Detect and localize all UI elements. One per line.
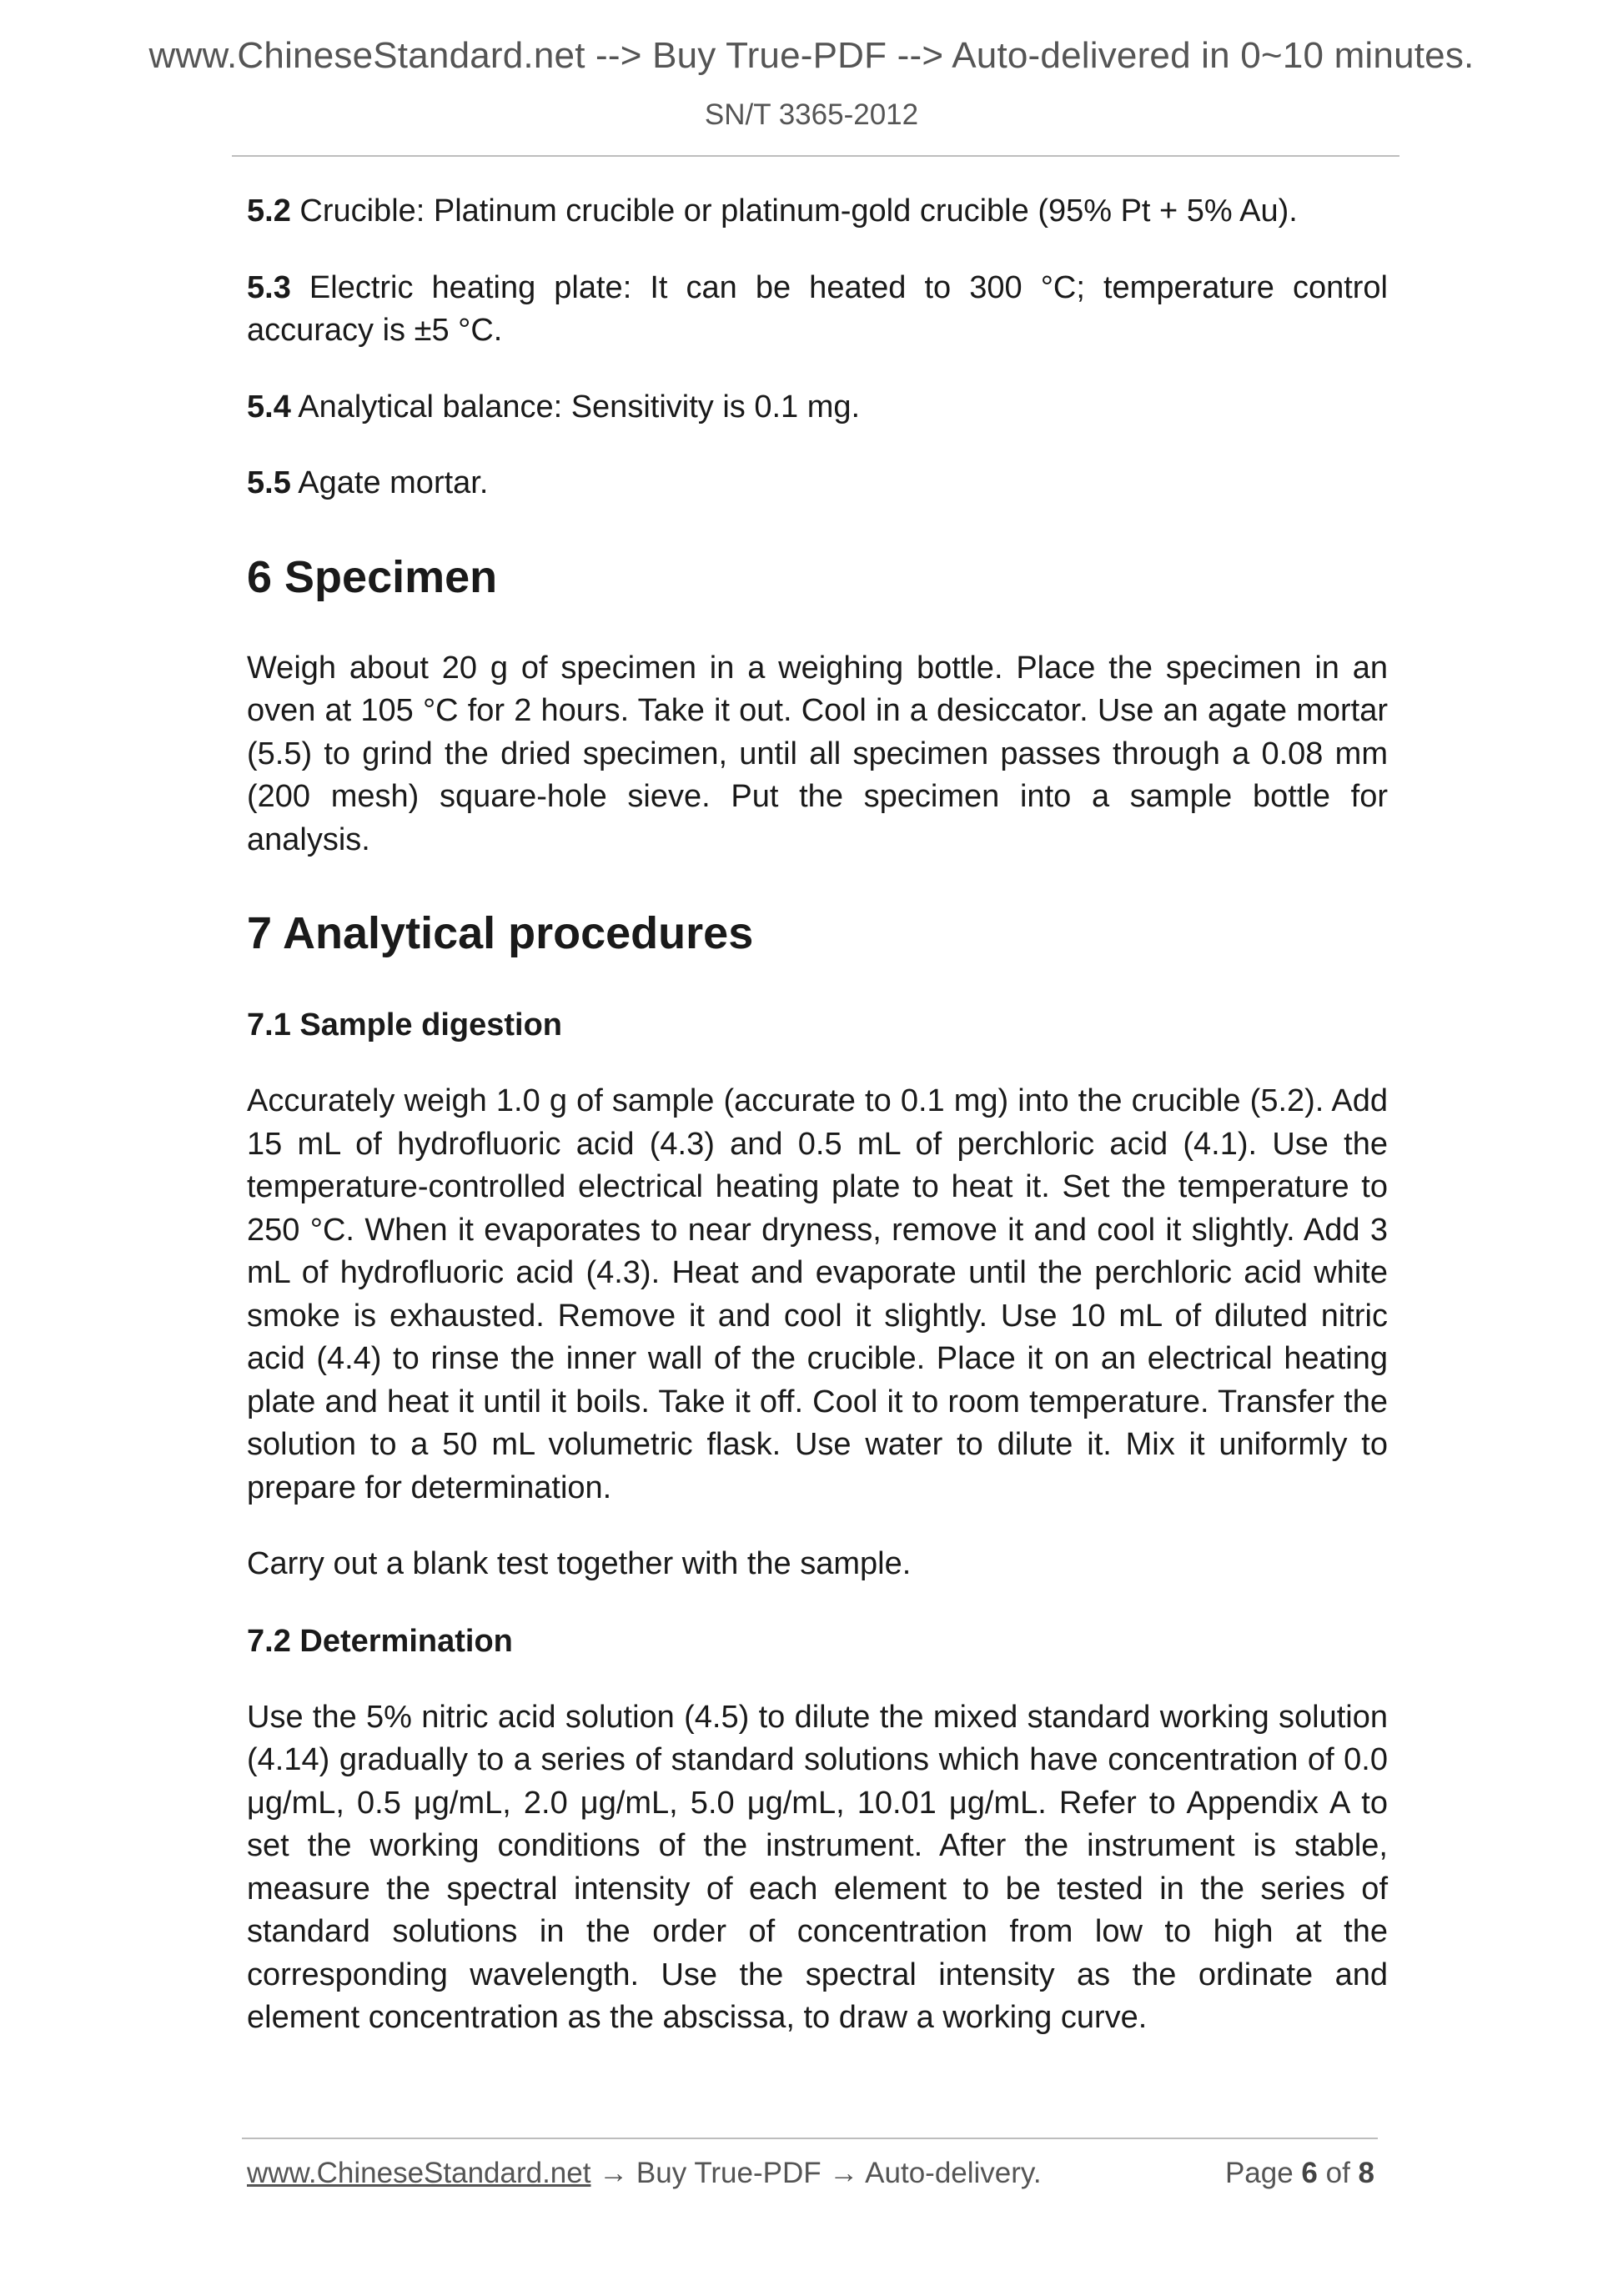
page-content bbox=[247, 190, 1388, 2073]
subsection-7-1-body: Accurately weigh 1.0 g of sample (accurate to 0.1 mg) into the crucible (5.2). Add 15 mL of hydrofluoric acid (4.3) and 0.5 mL of perchloric acid (4.1). Use the temperature-controlled electrical heating plate to heat it. Set the temperature to 250 °C. When it evaporates to near dryness, remove it and cool it slightly. Add 3 mL of hydrofluoric acid (4.3). Heat and evaporate until the perchloric acid white smoke is exhausted. Remove it and cool it slightly. Use 10 mL of diluted nitric acid (4.4) to rinse the inner wall of the crucible. Place it on an electrical heating plate and heat it until it boils. Take it off. Cool it to room temperature. Transfer the solution to a 50 mL volumetric flask. Use water to dilute it. Mix it uniformly to prepare for determination. bbox=[247, 1083, 1388, 1505]
page-total: 8 bbox=[1358, 2157, 1374, 2189]
item-text: Electric heating plate: It can be heated to 300 °C; temperature control accuracy is ±5 °C. bbox=[247, 269, 1388, 348]
item-5-5 bbox=[247, 462, 1388, 505]
footer-site-link[interactable]: www.ChineseStandard.net bbox=[247, 2157, 591, 2189]
subsection-7-2-heading: 7.2 Determination bbox=[247, 1623, 513, 1659]
top-banner: www.ChineseStandard.net --> Buy True-PDF --> Auto-delivered in 0~10 minutes. bbox=[148, 35, 1475, 76]
item-text: Crucible: Platinum crucible or platinum-gold crucible (95% Pt + 5% Au). bbox=[290, 193, 1298, 229]
document-code: SN/T 3365-2012 bbox=[704, 98, 919, 131]
item-number: 5.3 bbox=[247, 269, 291, 305]
subsection-7-1-blank-test: Carry out a blank test together with the sample. bbox=[247, 1546, 912, 1581]
item-number: 5.4 bbox=[247, 389, 291, 425]
item-5-2 bbox=[247, 190, 1388, 234]
item-number: 5.2 bbox=[247, 193, 291, 229]
page-footer bbox=[247, 2157, 1379, 2190]
section-6-body: Weigh about 20 g of specimen in a weighing bottle. Place the specimen in an oven at 105 °C for 2 hours. Take it out. Cool in a desiccator. Use an agate mortar (5.5) to grind the dried specimen, until all specimen passes through a 0.08 mm (200 mesh) square-hole sieve. Put the specimen into a sample bottle for analysis. bbox=[247, 650, 1388, 857]
page-current: 6 bbox=[1301, 2157, 1318, 2189]
item-5-4 bbox=[247, 386, 1388, 430]
item-number: 5.5 bbox=[247, 465, 291, 500]
item-text: Analytical balance: Sensitivity is 0.1 mg. bbox=[290, 389, 861, 425]
header-divider bbox=[232, 155, 1399, 157]
section-6-heading: 6 Specimen bbox=[247, 551, 498, 602]
page-of: of bbox=[1317, 2157, 1359, 2189]
page-label: Page bbox=[1224, 2157, 1302, 2189]
subsection-7-2-body: Use the 5% nitric acid solution (4.5) to dilute the mixed standard working solution (4.14) gradually to a series of standard solutions which have concentration of 0.0 μg/mL, 0.5 μg/mL, 2.0 μg/mL, 5.0 μg/mL, 10.01 μg/mL. Refer to Appendix A to set the working conditions of the instrument. After the instrument is stable, measure the spectral intensity of each element to be tested in the series of standard solutions in the order of concentration from low to high at the corresponding wavelength. Use the spectral intensity as the ordinate and element concentration as the abscissa, to draw a working curve. bbox=[247, 1699, 1388, 2035]
footer-promo-text: → Buy True-PDF → Auto-delivery. bbox=[590, 2157, 1042, 2189]
item-text: Agate mortar. bbox=[290, 465, 489, 500]
section-7-heading: 7 Analytical procedures bbox=[247, 908, 754, 958]
subsection-7-1-heading: 7.1 Sample digestion bbox=[247, 1007, 562, 1042]
item-5-3 bbox=[247, 267, 1388, 353]
footer-divider bbox=[242, 2138, 1378, 2139]
page-number bbox=[1225, 2157, 1374, 2190]
